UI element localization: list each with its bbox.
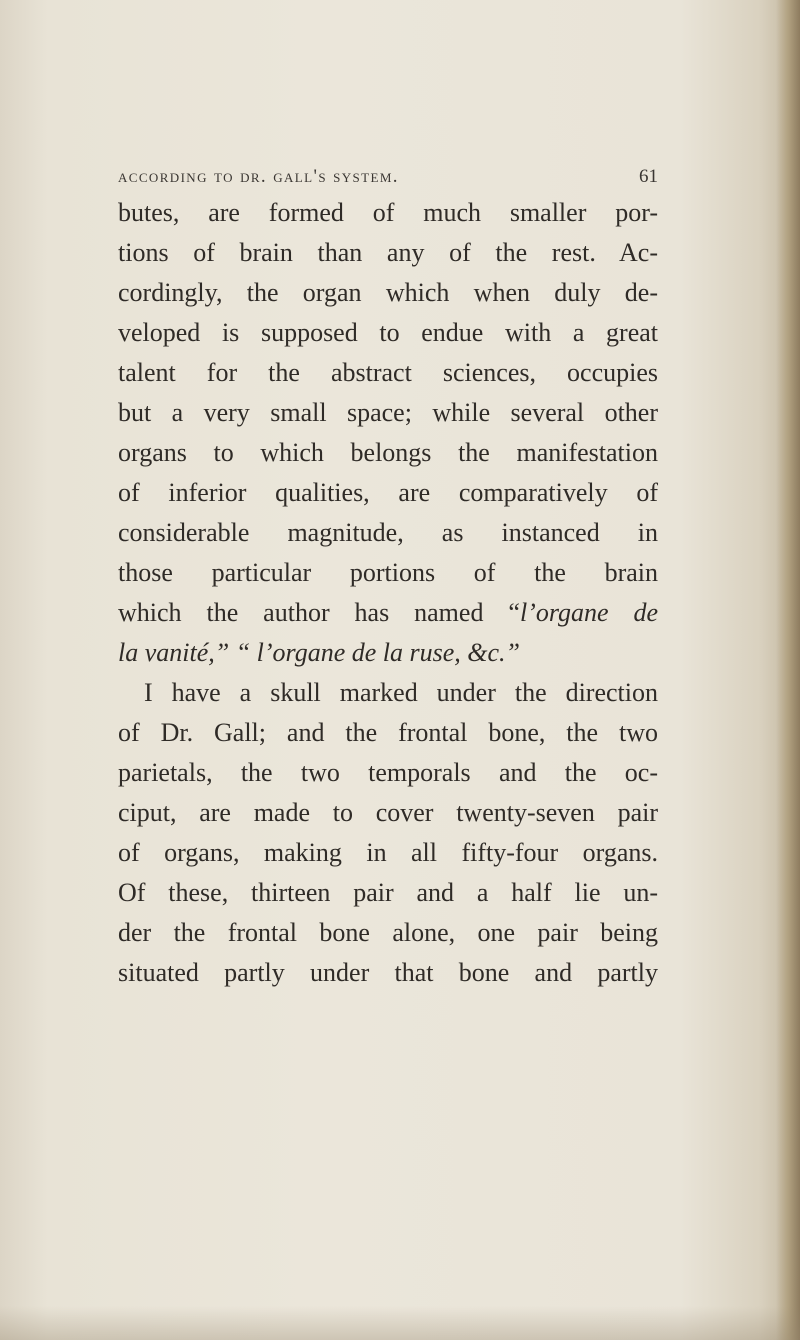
- text-line: of organs, making in all fifty-four organs.: [118, 838, 658, 867]
- text-line: I have a skull marked under the direction: [144, 678, 658, 707]
- quoted-phrase: l’organe de: [519, 598, 658, 627]
- quoted-phrase: “ l’organe de la ruse, &c.”: [235, 638, 521, 667]
- text-line-quotes: [118, 633, 658, 673]
- text-line: veloped is supposed to endue with a great: [118, 318, 658, 347]
- text-line: considerable magnitude, as instanced in: [118, 518, 658, 547]
- running-header: [118, 166, 658, 188]
- text-line: der the frontal bone alone, one pair being: [118, 918, 658, 947]
- page-number: 61: [639, 166, 658, 187]
- text-line: ciput, are made to cover twenty-seven pair: [118, 798, 658, 827]
- text-line-lead: which the author has named “: [118, 598, 520, 627]
- text-line: of Dr. Gall; and the frontal bone, the two: [118, 718, 658, 747]
- text-line: talent for the abstract sciences, occupies: [118, 358, 658, 387]
- page-gutter: [776, 0, 800, 1340]
- text-line: Of these, thirteen pair and a half lie un-: [118, 878, 658, 907]
- text-line: tions of brain than any of the rest. Ac-: [118, 238, 658, 267]
- text-line: organs to which belongs the manifestation: [118, 438, 658, 467]
- quoted-phrase: la vanité,”: [118, 638, 230, 667]
- page-bottom-shadow: [0, 1306, 800, 1340]
- text-line: parietals, the two temporals and the oc-: [118, 758, 658, 787]
- running-title: according to dr. gall's system.: [118, 166, 399, 187]
- text-line-with-quote: [118, 593, 658, 633]
- text-line: situated partly under that bone and partly: [118, 958, 658, 987]
- text-line: cordingly, the organ which when duly de-: [118, 278, 658, 307]
- page-body: [118, 193, 658, 993]
- text-line: those particular portions of the brain: [118, 558, 658, 587]
- text-line: but a very small space; while several other: [118, 398, 658, 427]
- text-line: butes, are formed of much smaller por-: [118, 198, 658, 227]
- text-line: of inferior qualities, are comparatively of: [118, 478, 658, 507]
